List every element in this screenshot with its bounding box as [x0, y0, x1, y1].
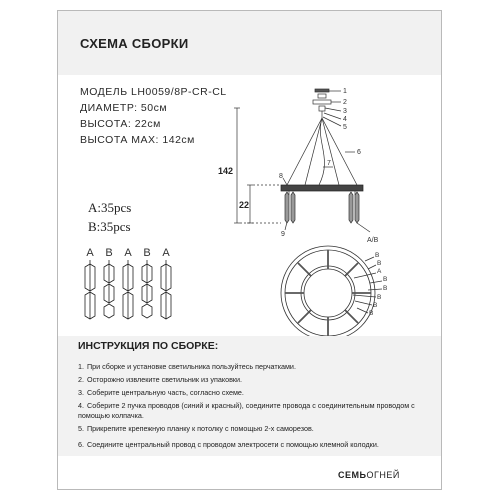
dim-total-label: 142 [218, 166, 234, 176]
ring-label: A [377, 268, 382, 275]
callout-7: 7 [327, 160, 331, 167]
instruction-item: 4. Соберите 2 пучка проводов (синий и красный), соедините провода с соединительным проводом с помощью колпачка. [78, 401, 415, 420]
callout-1: 1 [343, 88, 347, 95]
ring-label: B [377, 294, 382, 301]
ring-label: B [373, 302, 378, 309]
callout-6: 6 [357, 149, 361, 156]
dim-body-label: 22 [239, 200, 250, 210]
pendant-col-label: A [162, 247, 170, 259]
diameter-text: ДИАМЕТР: 50см [80, 102, 168, 114]
ring-label: B [369, 310, 374, 317]
ring-label: B [383, 276, 388, 283]
pendant-col-label: B [105, 247, 113, 259]
callout-5: 5 [343, 124, 347, 131]
crystal-pendants-illustration [78, 245, 178, 325]
height-max-text: ВЫСОТА MAX: 142см [80, 134, 195, 146]
ring-label: B [383, 285, 388, 292]
pendant-a-count: A:35pcs [88, 200, 132, 215]
instruction-item: 2. Осторожно извлеките светильник из упаковки. [78, 375, 243, 384]
callout-9: 9 [281, 231, 285, 238]
pendant-ab-label: A/B [367, 237, 379, 244]
model-text: МОДЕЛЬ LH0059/8P-CR-CL [80, 86, 227, 98]
pendant-col-label: B [143, 247, 151, 259]
brand-logo: СЕМЬОГНЕЙ [338, 470, 400, 480]
height-text: ВЫСОТА: 22см [80, 118, 161, 130]
instruction-item: 5. Прикрепите крепежную планку к потолку с помощью 2-х саморезов. [78, 424, 314, 433]
pendant-col-label: A [86, 247, 94, 259]
callout-8: 8 [279, 173, 283, 180]
instructions-title: ИНСТРУКЦИЯ ПО СБОРКЕ: [78, 340, 219, 352]
instruction-item: 3. Соберите центральную часть, согласно схеме. [78, 388, 244, 397]
pendant-col-label: A [124, 247, 132, 259]
instruction-item: 1. При сборке и установке светильника пользуйтесь перчатками. [78, 362, 296, 371]
page-title: СХЕМА СБОРКИ [80, 36, 189, 51]
callout-3: 3 [343, 108, 347, 115]
callout-4: 4 [343, 116, 347, 123]
instruction-item: 6. Соедините центральный провод с проводом электросети с помощью клемной колодки. [78, 440, 379, 449]
side-view-drawing [215, 82, 385, 247]
pendant-b-count: B:35pcs [88, 219, 131, 234]
ring-label: B [377, 260, 382, 267]
ring-label: B [375, 252, 380, 259]
callout-2: 2 [343, 99, 347, 106]
